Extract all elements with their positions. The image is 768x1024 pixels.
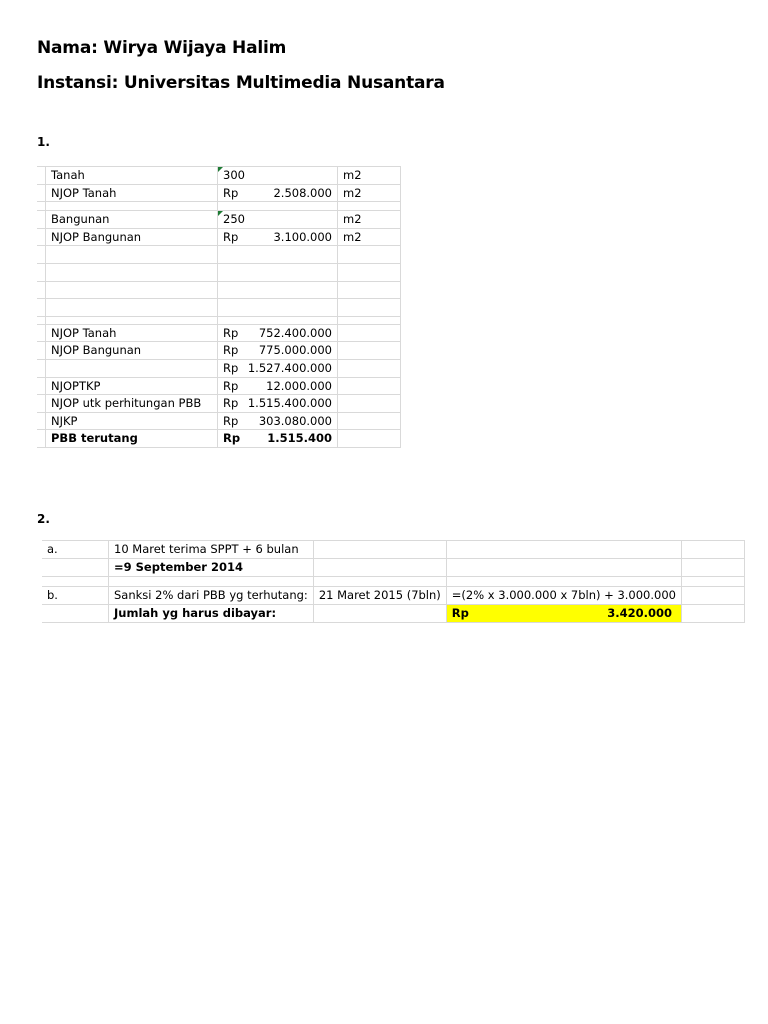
table-row: [37, 281, 401, 299]
amount: 752.400.000: [258, 325, 332, 340]
table-row: [37, 395, 401, 413]
currency-label: Rp: [223, 413, 239, 428]
result-value[interactable]: [218, 324, 338, 342]
total-label[interactable]: Jumlah yg harus dibayar:: [109, 605, 314, 623]
amount: 303.080.000: [258, 413, 332, 428]
question-1-sheet: [37, 166, 401, 448]
currency-label: Rp: [223, 360, 239, 375]
question-1-number: 1.: [37, 135, 50, 149]
amount: 3.420.000: [607, 606, 672, 620]
currency-label: Rp: [223, 325, 239, 340]
amount: 2.508.000: [273, 185, 332, 200]
currency-label: Rp: [223, 229, 239, 244]
currency-label: Rp: [223, 396, 239, 411]
building-label[interactable]: Bangunan: [46, 211, 218, 229]
table-row: [37, 377, 401, 395]
amount: 3.100.000: [273, 229, 332, 244]
part-b-date[interactable]: 21 Maret 2015 (7bln): [313, 587, 446, 605]
currency-label: Rp: [223, 343, 239, 358]
question-2-sheet: [42, 540, 745, 623]
student-name: Nama: Wirya Wijaya Halim: [37, 38, 287, 58]
amount: 1.527.400.000: [247, 360, 332, 375]
currency-label: Rp: [451, 606, 469, 620]
table-row: [37, 342, 401, 360]
part-a-label[interactable]: a.: [42, 541, 109, 559]
table-row: [37, 324, 401, 342]
part-b-text[interactable]: Sanksi 2% dari PBB yg terhutang:: [109, 587, 314, 605]
amount: 1.515.400: [267, 431, 332, 446]
table-row: [37, 211, 401, 229]
result-label[interactable]: NJKP: [46, 412, 218, 430]
table-row: [37, 430, 401, 448]
total-value[interactable]: [446, 605, 681, 623]
table-row: [42, 587, 744, 605]
result-value[interactable]: [218, 342, 338, 360]
part-a-text[interactable]: 10 Maret terima SPPT + 6 bulan: [109, 541, 314, 559]
njop-building-value[interactable]: [218, 228, 338, 246]
question-2-number: 2.: [37, 512, 50, 526]
land-value[interactable]: 300: [218, 167, 338, 185]
building-value[interactable]: 250: [218, 211, 338, 229]
njop-land-value[interactable]: [218, 184, 338, 202]
result-value[interactable]: [218, 412, 338, 430]
table-row: [37, 412, 401, 430]
currency-label: Rp: [223, 378, 239, 393]
table-row: [42, 541, 744, 559]
table-row: [37, 359, 401, 377]
land-label[interactable]: Tanah: [46, 167, 218, 185]
result-label[interactable]: PBB terutang: [46, 430, 218, 448]
part-a-result[interactable]: =9 September 2014: [109, 559, 314, 577]
njop-building-unit[interactable]: m2: [338, 228, 401, 246]
result-label[interactable]: NJOP Bangunan: [46, 342, 218, 360]
result-label[interactable]: NJOP utk perhitungan PBB: [46, 395, 218, 413]
result-value[interactable]: [218, 430, 338, 448]
njop-land-unit[interactable]: m2: [338, 184, 401, 202]
result-value[interactable]: [218, 359, 338, 377]
result-label[interactable]: NJOPTKP: [46, 377, 218, 395]
amount: 1.515.400.000: [247, 396, 332, 411]
table-row: [37, 228, 401, 246]
part-b-label[interactable]: b.: [42, 587, 109, 605]
table-row: [42, 605, 744, 623]
part-b-formula[interactable]: =(2% x 3.000.000 x 7bln) + 3.000.000: [446, 587, 681, 605]
table-row: [37, 184, 401, 202]
land-unit[interactable]: m2: [338, 167, 401, 185]
table-row: [37, 246, 401, 264]
table-row: [42, 559, 744, 577]
amount: 775.000.000: [258, 343, 332, 358]
table-row: [37, 167, 401, 185]
building-unit[interactable]: m2: [338, 211, 401, 229]
result-value[interactable]: [218, 377, 338, 395]
currency-label: Rp: [223, 431, 241, 446]
institution-name: Instansi: Universitas Multimedia Nusantara: [37, 73, 445, 93]
table-row: [37, 202, 401, 211]
currency-label: Rp: [223, 185, 239, 200]
amount: 12.000.000: [266, 378, 332, 393]
njop-building-label[interactable]: NJOP Bangunan: [46, 228, 218, 246]
result-label[interactable]: NJOP Tanah: [46, 324, 218, 342]
result-label[interactable]: [46, 359, 218, 377]
table-row: [37, 299, 401, 317]
result-value[interactable]: [218, 395, 338, 413]
table-row: [37, 316, 401, 324]
table-row: [42, 577, 744, 587]
njop-land-label[interactable]: NJOP Tanah: [46, 184, 218, 202]
table-row: [37, 263, 401, 281]
